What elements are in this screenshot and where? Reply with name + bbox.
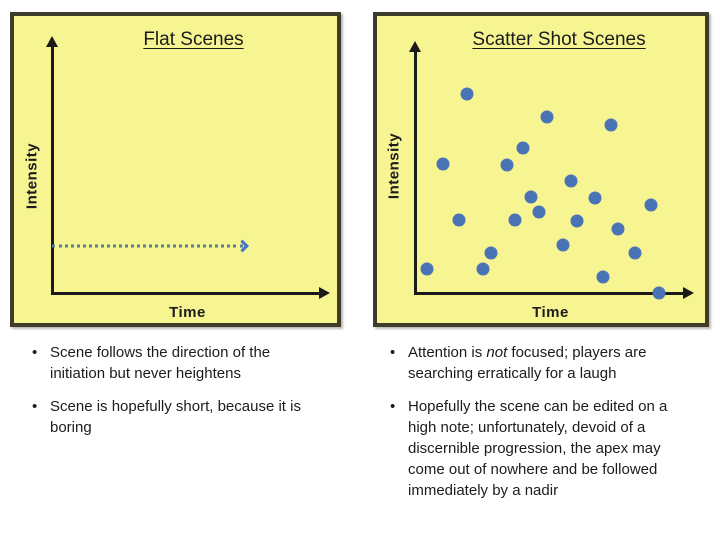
x-axis-label: Time <box>532 304 569 321</box>
flat-scenes-title: Flat Scenes <box>143 29 244 50</box>
list-item <box>28 342 320 384</box>
scatter-dot <box>500 158 513 171</box>
note-text: Hopefully the scene can be edited on a high note; unfortunately, devoid of a discernible progression, the apex may come out of nowhere and be followed immediately by a nadir <box>408 398 668 499</box>
scatter-dot <box>541 110 554 123</box>
scatter-dot <box>556 239 569 252</box>
scatter-dot <box>525 191 538 204</box>
note-text-italic: not <box>486 344 508 361</box>
scatter-dot <box>436 157 449 170</box>
scatter-dot <box>589 191 602 204</box>
list-item <box>28 396 320 438</box>
y-axis-label: Intensity <box>385 132 403 200</box>
scatter-dot <box>564 175 577 188</box>
scatter-dot <box>629 247 642 260</box>
flat-intensity-arrow <box>52 242 247 251</box>
flat-scenes-notes <box>28 342 320 450</box>
list-item <box>386 342 694 384</box>
x-axis-arrow-icon <box>683 287 694 299</box>
scatter-dot <box>611 223 624 236</box>
scatter-shot-scenes-title: Scatter Shot Scenes <box>472 29 646 50</box>
arrow-head-icon <box>236 240 249 253</box>
flat-plot-area <box>52 45 323 295</box>
scatter-shot-notes <box>386 342 694 513</box>
flat-scenes-panel <box>10 12 341 327</box>
scatter-dot <box>485 247 498 260</box>
scatter-plot-area <box>415 50 683 295</box>
scatter-dot <box>604 118 617 131</box>
scatter-dot <box>508 214 521 227</box>
scatter-dot <box>533 205 546 218</box>
scatter-dot <box>645 199 658 212</box>
scatter-dot <box>452 214 465 227</box>
scatter-dot <box>570 215 583 228</box>
note-text: Scene is hopefully short, because it is boring <box>50 398 301 436</box>
scatter-dot <box>477 263 490 276</box>
note-text: focused; players are searching erratically for a laugh <box>408 344 647 382</box>
scatter-dot <box>652 287 665 300</box>
y-axis-label: Intensity <box>23 142 41 210</box>
scatter-dot <box>517 142 530 155</box>
dotted-line <box>52 245 243 248</box>
note-text: Attention is <box>408 344 487 361</box>
x-axis-label: Time <box>169 304 206 321</box>
list-item <box>386 396 694 501</box>
scatter-dot <box>460 88 473 101</box>
scatter-dot <box>421 263 434 276</box>
scatter-dot <box>596 271 609 284</box>
scatter-shot-scenes-panel <box>373 12 709 327</box>
note-text: Scene follows the direction of the initiation but never heightens <box>50 344 271 382</box>
